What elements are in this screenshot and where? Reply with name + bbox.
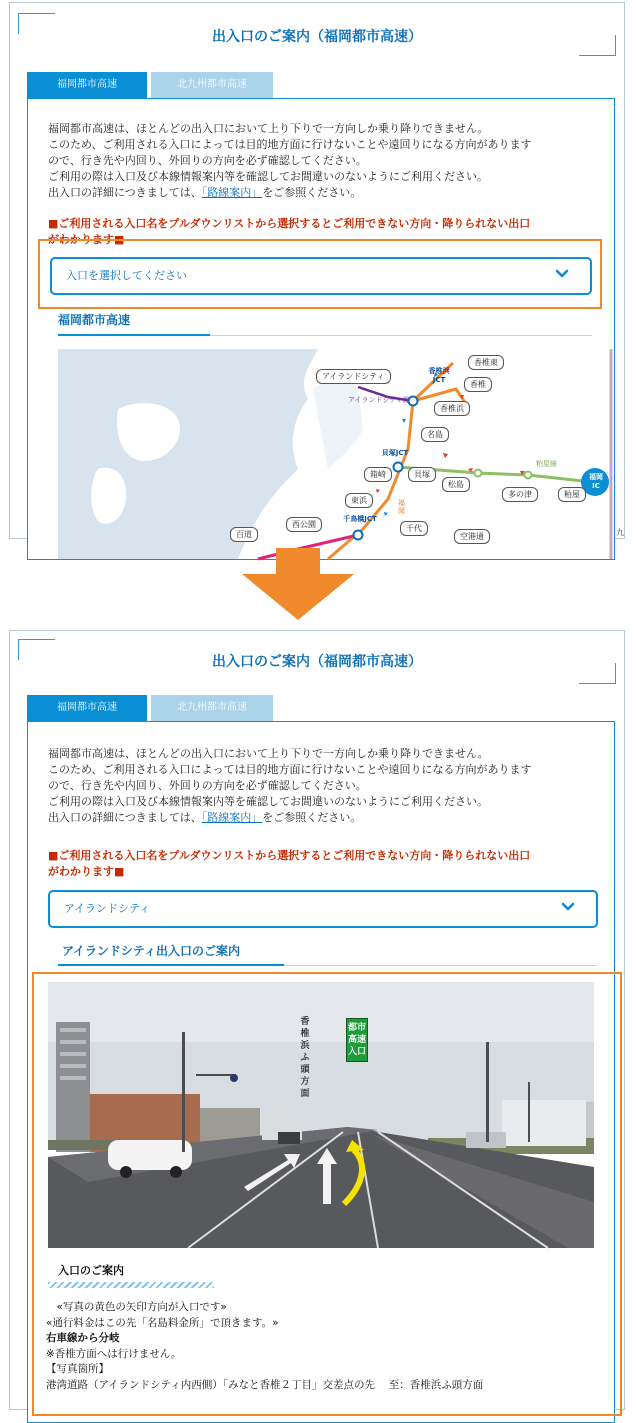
notice-line: がわかります■	[48, 865, 125, 878]
intro-line: 福岡都市高速は、ほとんどの出入口において上り下りで一方向しか乗り降りできません。	[48, 747, 489, 760]
tab-fukuoka[interactable]: 福岡都市高速	[27, 72, 147, 98]
station-label: アイランドシティ	[316, 369, 391, 384]
jct-label: 香椎浜 JCT	[428, 367, 450, 384]
station-label: 千代	[400, 521, 428, 536]
highway-entrance-sign: 都市高速入口	[346, 1018, 368, 1062]
entrance-photo-graphic	[48, 982, 594, 1248]
notice-line: ■ご利用される入口名をプルダウンリストから選択するとご利用できない方向・降りられない出口	[48, 217, 531, 230]
down-arrow-icon	[240, 548, 356, 622]
fukuoka-ic-badge: 福岡 IC	[589, 473, 603, 490]
intro-line: ご利用の際は入口及び本線情報案内等を確認してお間違いのないようにご利用ください。	[48, 170, 488, 183]
tab-fukuoka[interactable]: 福岡都市高速	[27, 695, 147, 721]
entrance-info-text	[46, 1300, 483, 1393]
intro-text	[48, 746, 598, 826]
map-edge-text: 九	[616, 528, 624, 537]
intro-line: 福岡都市高速は、ほとんどの出入口において上り下りで一方向しか乗り降りできません。	[48, 122, 489, 135]
route-map	[58, 349, 624, 559]
station-label: 多の津	[502, 487, 538, 502]
station-label: 空港通	[454, 529, 490, 544]
intro-line: このため、ご利用される入口によっては目的地方面に行けないことや遠回りになる方向があります	[48, 138, 532, 151]
detail-line	[48, 185, 598, 201]
section-underline	[58, 964, 284, 966]
station-label: 香椎浜	[434, 401, 470, 416]
jct-label: 貝塚JCT	[381, 449, 409, 457]
station-label: 粕屋	[558, 487, 586, 502]
before-screenshot-panel	[9, 2, 625, 539]
tab-kitakyushu[interactable]: 北九州都市高速	[151, 72, 273, 98]
chevron-down-icon	[554, 266, 570, 282]
tab-kitakyushu[interactable]: 北九州都市高速	[151, 695, 273, 721]
section-title: 福岡都市高速	[58, 313, 131, 327]
station-label: 香椎	[464, 377, 492, 392]
station-label: 東浜	[345, 493, 373, 508]
intro-line: ので、行き先や内回り、外回りの方向を必ず確認してください。	[48, 154, 367, 167]
route-guide-link[interactable]: 「路線案内」	[201, 811, 263, 824]
station-label: 箱崎	[364, 467, 392, 482]
station-label: 松島	[442, 477, 470, 492]
page-title: 出入口のご案内（福岡都市高速）	[212, 654, 422, 670]
route-guide-link[interactable]: 「路線案内」	[201, 186, 263, 199]
detail-text: 出入口の詳細につきましては、	[48, 811, 202, 824]
station-label: 西公園	[286, 517, 322, 532]
select-value: 入口を選択してください	[66, 269, 187, 282]
info-line: 【写真箇所】	[46, 1363, 109, 1375]
info-line: «写真の黄色の矢印方向が入口です»	[46, 1301, 227, 1313]
select-value: アイランドシティ	[64, 902, 151, 915]
line-label: アイランドシティ線	[348, 396, 410, 404]
tab-content	[27, 721, 615, 1423]
after-screenshot-panel	[9, 630, 625, 1410]
line-label: 福岡	[398, 499, 405, 515]
entrance-info-heading: 入口のご案内	[58, 1264, 124, 1277]
page-title: 出入口のご案内（福岡都市高速）	[212, 29, 422, 45]
info-line: 港湾道路（アイランドシティ内西側）「みなと香椎２丁目」交差点の先 至：香椎浜ふ頭方面	[46, 1378, 484, 1391]
info-line: 右車線から分岐	[46, 1332, 120, 1344]
entrance-photo	[48, 982, 594, 1248]
intro-text	[48, 121, 598, 201]
station-label: 貝塚	[408, 467, 436, 482]
detail-text: 出入口の詳細につきましては、	[48, 186, 202, 199]
chevron-down-icon	[560, 899, 576, 915]
intro-line: このため、ご利用される入口によっては目的地方面に行けないことや遠回りになる方向があります	[48, 763, 532, 776]
detail-text: をご参照ください。	[262, 186, 362, 199]
direction-sign: 香椎浜ふ頭方面	[300, 1017, 310, 1099]
notice-line: がわかります■	[48, 233, 125, 246]
detail-text: をご参照ください。	[262, 811, 362, 824]
intro-line: ので、行き先や内回り、外回りの方向を必ず確認してください。	[48, 779, 367, 792]
section-title: アイランドシティ出入口のご案内	[62, 944, 240, 958]
station-label: 香椎東	[468, 355, 504, 370]
line-label: 粕屋線	[536, 460, 557, 468]
tab-content	[27, 98, 624, 560]
heading-stripes	[48, 1282, 214, 1288]
entrance-select[interactable]	[48, 890, 598, 928]
notice-line: ■ご利用される入口名をプルダウンリストから選択するとご利用できない方向・降りられない出口	[48, 849, 531, 862]
entrance-select[interactable]	[50, 257, 592, 295]
notice-text	[48, 848, 598, 880]
station-label: 百道	[230, 527, 258, 542]
section-underline	[58, 334, 210, 336]
info-line: «通行料金はこの先「名島料金所」で頂きます。»	[46, 1316, 279, 1329]
intro-line: ご利用の際は入口及び本線情報案内等を確認してお間違いのないようにご利用ください。	[48, 795, 488, 808]
station-label: 名島	[421, 427, 449, 442]
info-line: ※香椎方面へは行けません。	[46, 1347, 182, 1360]
jct-label: 千鳥橋JCT	[343, 515, 377, 523]
detail-line	[48, 810, 598, 826]
